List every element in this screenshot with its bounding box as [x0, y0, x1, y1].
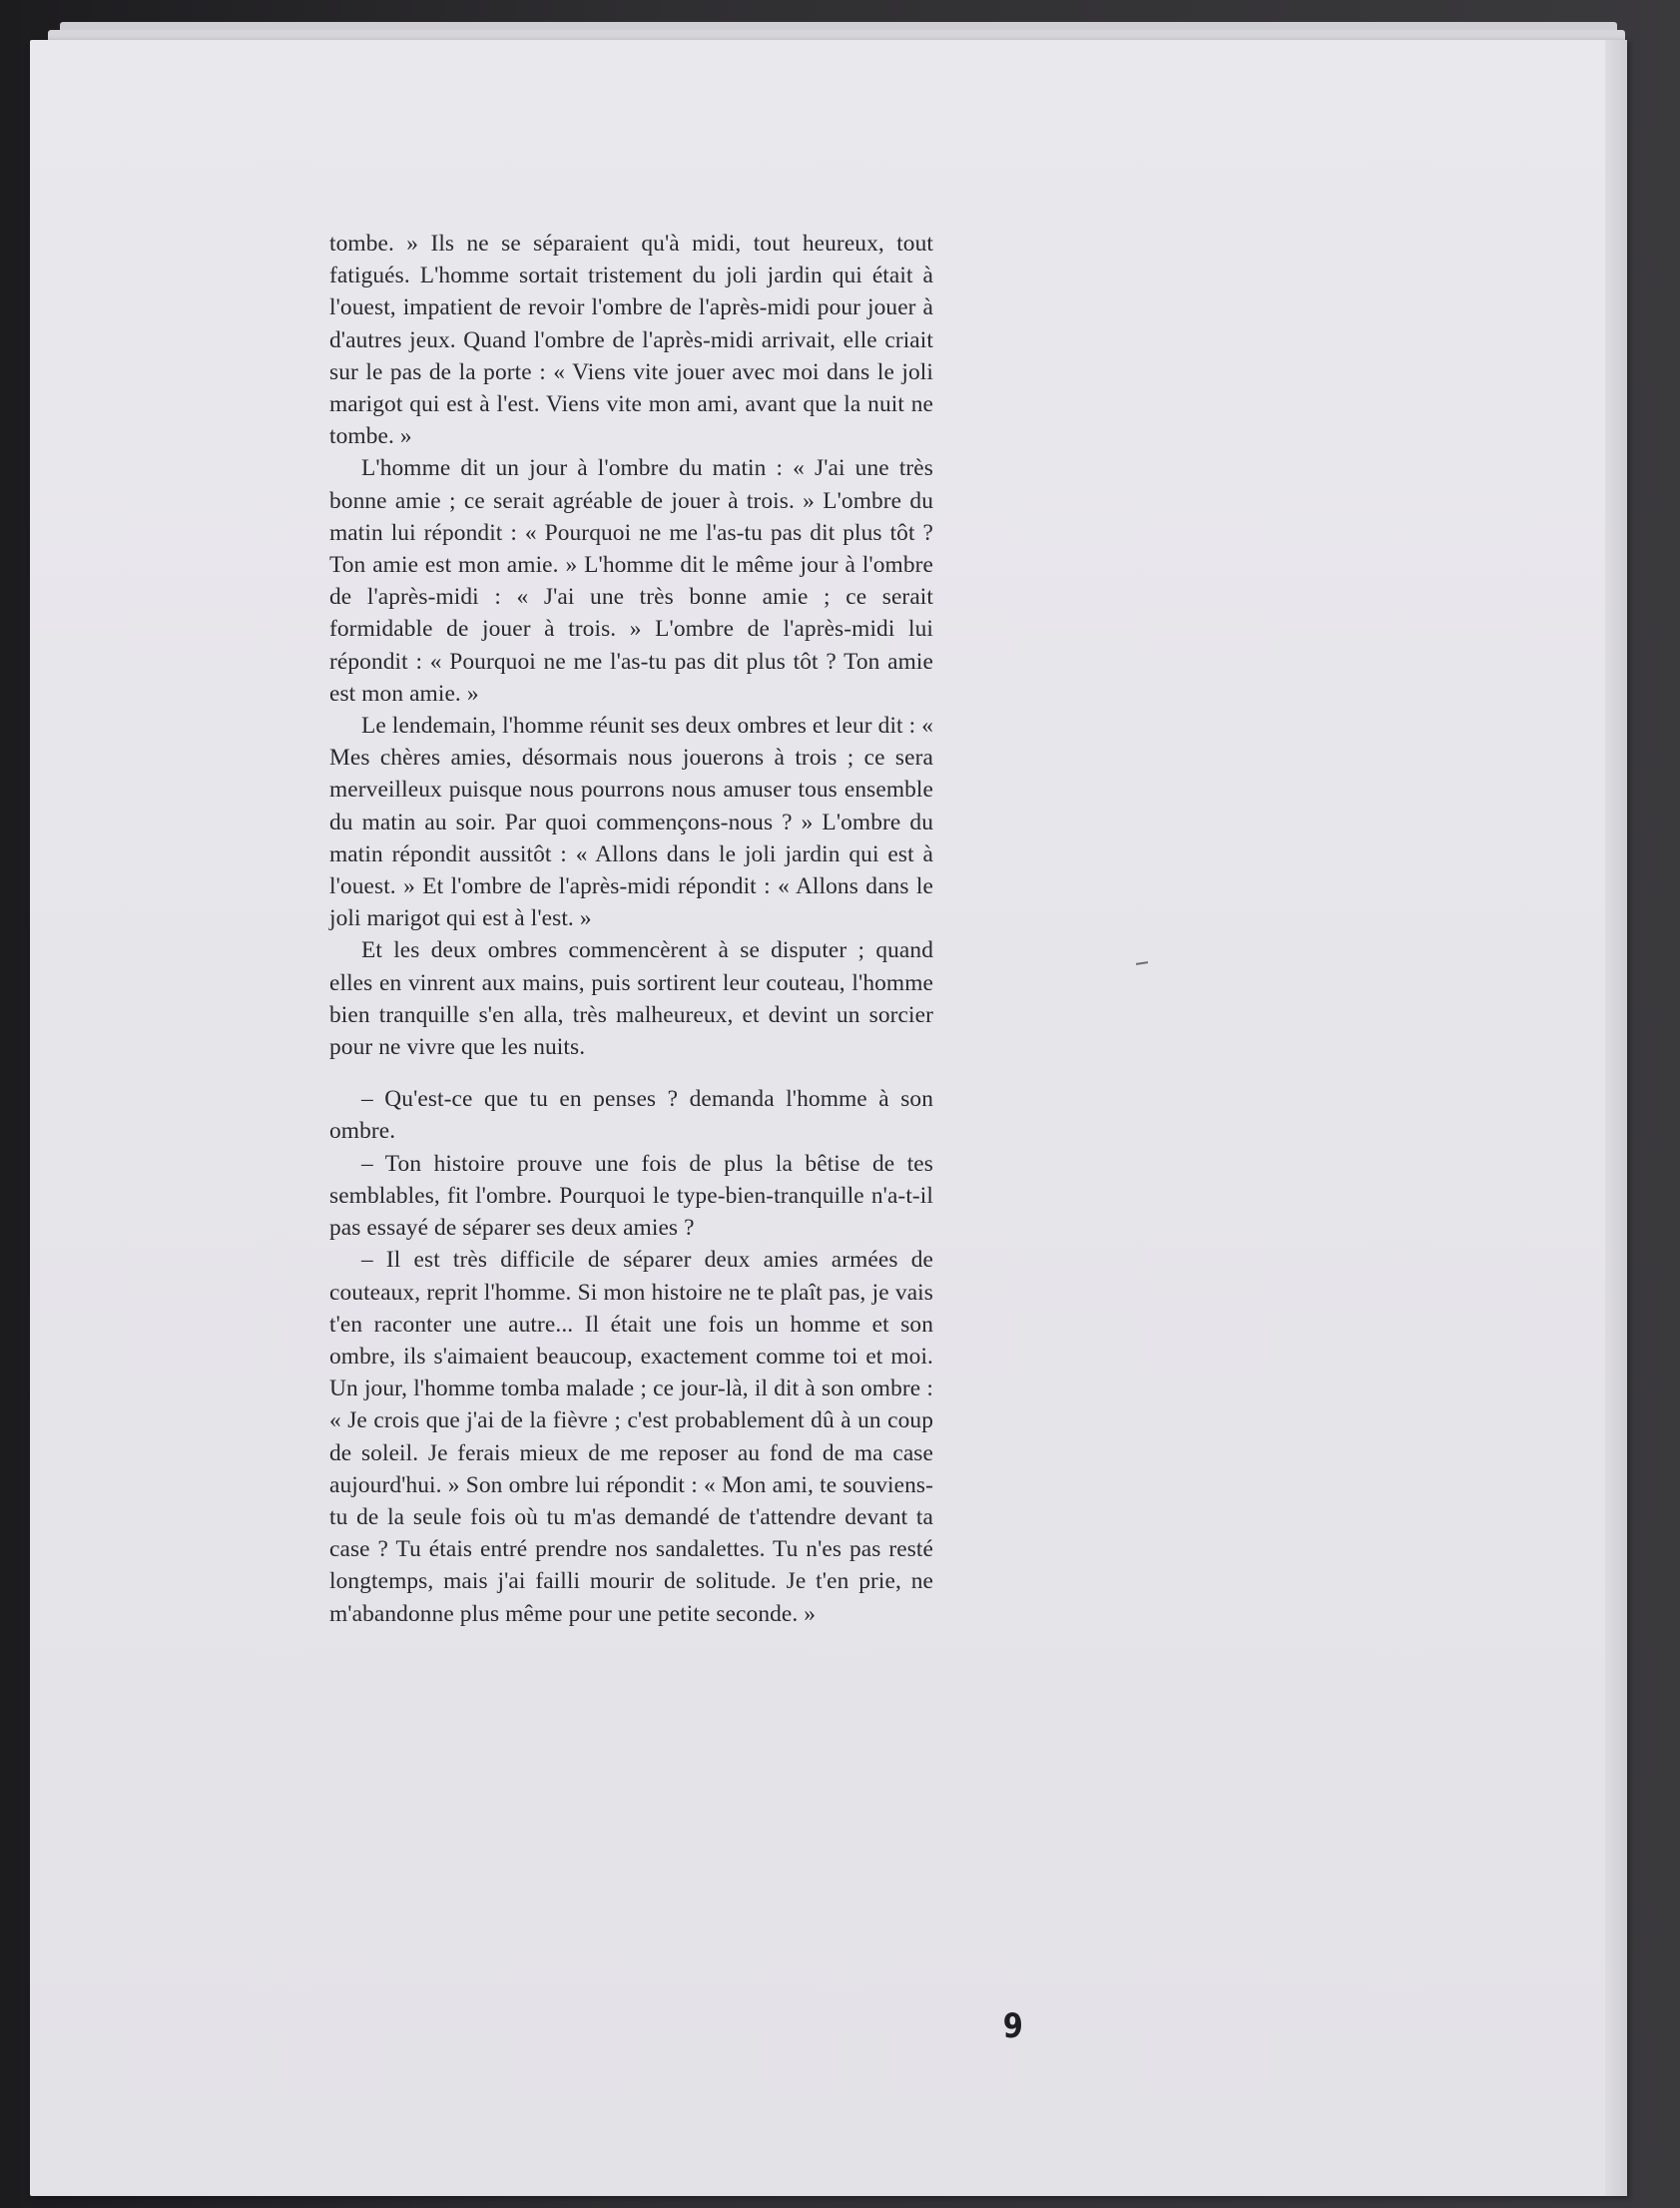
page-number: 9: [1002, 2006, 1023, 2046]
dialogue-paragraph: – Ton histoire prouve une fois de plus la bêtise de tes semblables, fit l'ombre. Pourquoi le type-bien-tranquille n'a-t-il pas essayé de séparer ses deux amies ?: [329, 1150, 933, 1242]
paragraph: Le lendemain, l'homme réunit ses deux ombres et leur dit : « Mes chères amies, désormais nous jouerons à trois ; ce sera merveilleux puisque nous pourrons nous amuser tous ensemble du matin au soir. Par quoi commençons-nous ? » L'ombre du matin répondit aussitôt : « Allons dans le joli jardin qui est à l'ouest. » Et l'ombre de l'après-midi répondit : « Allons dans le joli marigot qui est à l'est. »: [329, 713, 933, 932]
paragraph: L'homme dit un jour à l'ombre du matin : « J'ai une très bonne amie ; ce serait agréable de jouer à trois. » L'ombre du matin lui répondit : « Pourquoi ne me l'as-tu pas dit plus tôt ? Ton amie est mon amie. » L'homme dit le même jour à l'ombre de l'après-midi : « J'ai une très bonne amie ; ce serait formidable de jouer à trois. » L'ombre de l'après-midi lui répondit : « Pourquoi ne me l'as-tu pas dit plus tôt ? Ton amie est mon amie. »: [329, 455, 933, 707]
paragraph: tombe. » Ils ne se séparaient qu'à midi, tout heureux, tout fatigués. L'homme sortait tristement du joli jardin qui était à l'ouest, impatient de revoir l'ombre de l'après-midi pour jouer à d'autres jeux. Quand l'ombre de l'après-midi arrivait, elle criait sur le pas de la porte : « Viens vite jouer avec moi dans le joli marigot qui est à l'est. Viens vite mon ami, avant que la nuit ne tombe. »: [329, 231, 933, 450]
dialogue-paragraph: – Qu'est-ce que tu en penses ? demanda l'homme à son ombre.: [329, 1086, 933, 1145]
dialogue-paragraph: – Il est très difficile de séparer deux amies armées de couteaux, reprit l'homme. Si mon histoire ne te plaît pas, je vais t'en raconter une autre... Il était une fois un homme et son ombre, ils s'aimaient beaucoup, exactement comme toi et moi. Un jour, l'homme tomba malade ; ce jour-là, il dit à son ombre : « Je crois que j'ai de la fièvre ; c'est probablement dû à un coup de soleil. Je ferais mieux de me reposer au fond de ma case aujourd'hui. » Son ombre lui répondit : « Mon ami, te souviens-tu de la seule fois où tu m'as demandé de t'attendre devant ta case ? Tu étais entré prendre nos sandalettes. Tu n'es pas resté longtemps, mais j'ai failli mourir de solitude. Je t'en prie, ne m'abandonne plus même pour une petite seconde. »: [329, 1247, 933, 1627]
printed-page: [30, 40, 1627, 2196]
page-edge: [1605, 40, 1627, 2196]
paper-mark: [1136, 961, 1148, 965]
paragraph: Et les deux ombres commencèrent à se disputer ; quand elles en vinrent aux mains, puis sortirent leur couteau, l'homme bien tranquille s'en alla, très malheureux, et devint un sorcier pour ne vivre que les nuits.: [329, 937, 933, 1061]
body-text: [329, 228, 933, 1630]
